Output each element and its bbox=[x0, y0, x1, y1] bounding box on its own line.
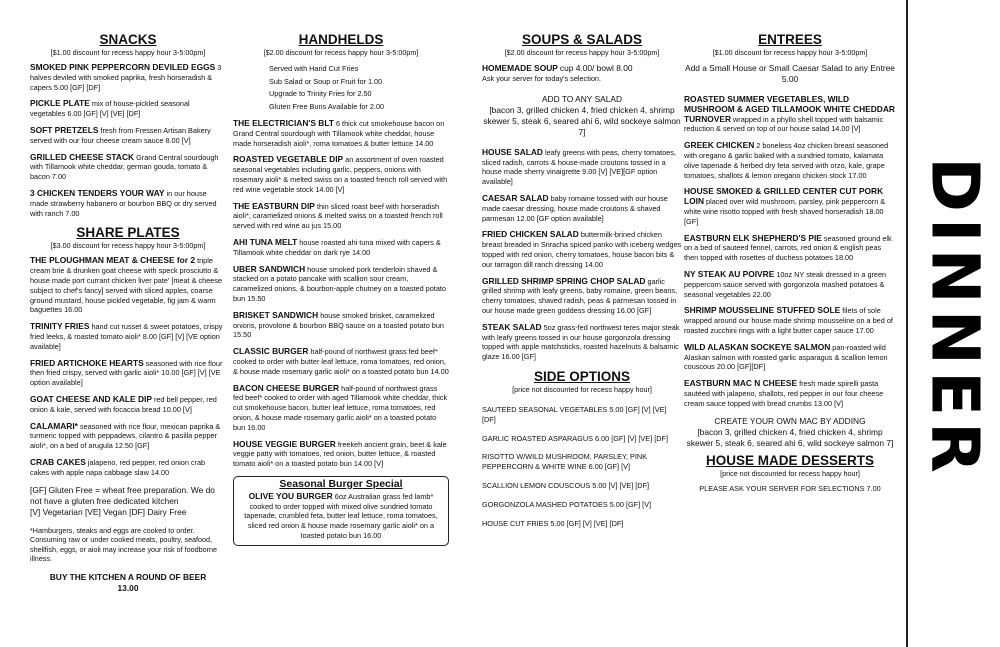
option-line: Sub Salad or Soup or Fruit for 1.00 bbox=[269, 76, 383, 86]
menu-item bbox=[482, 277, 682, 316]
menu-item bbox=[684, 270, 896, 299]
item-name: SMOKED PINK PEPPERCORN DEVILED EGGS bbox=[30, 62, 216, 72]
desserts-title: HOUSE MADE DESSERTS bbox=[705, 452, 875, 468]
item-name: BACON CHEESE BURGER bbox=[233, 382, 340, 393]
dinner-banner-text: DINNER bbox=[916, 157, 994, 479]
soup-item bbox=[482, 63, 682, 84]
menu-item bbox=[233, 238, 449, 258]
item-desc: seasoned with rice flour, mexican paprika & turmeric topped with peppadews, cilantro & pasilla pepper aioli*, on a bed of arugula 12.50 [GF] bbox=[30, 421, 221, 451]
menu-item bbox=[684, 234, 896, 263]
menu-item bbox=[30, 126, 226, 146]
column-handhelds bbox=[233, 28, 449, 546]
item-name: CALAMARI* bbox=[30, 420, 78, 431]
item-desc: house smoked pork tenderloin shaved & stacked on a potato pancake with scallion sour cream, caramelized onions, & bourbon-apple chutney on a toasted potato bun 15.50 bbox=[233, 264, 446, 303]
menu-item bbox=[684, 141, 896, 180]
kitchen-beer-label: BUY THE KITCHEN A ROUND OF BEER bbox=[49, 571, 207, 582]
special-title: Seasonal Burger Special bbox=[279, 477, 403, 490]
entrees-title: ENTREES bbox=[758, 32, 822, 47]
menu-item bbox=[482, 230, 682, 269]
menu-item bbox=[30, 153, 226, 182]
item-desc: 10oz NY steak dressed in a green peppercorn sauce served with gorgonzola mashed potatoes & seasonal vegetables 22.00 bbox=[684, 269, 887, 299]
menu-item bbox=[233, 440, 449, 469]
side-item: SAUTEED SEASONAL VEGETABLES 5.00 [GF] [V] [VE] [DF] bbox=[482, 404, 667, 424]
mac-desc: [bacon 3, grilled chicken 4, fried chicken 4, shrimp skewer 5, steak 6, seared ahi 6, wild sockeye salmon 7] bbox=[686, 426, 894, 448]
diet-legend: [V] Vegetarian [VE] Vegan [DF] Dairy Free bbox=[30, 506, 187, 517]
menu-item bbox=[233, 265, 449, 304]
item-name: UBER SANDWICH bbox=[233, 263, 306, 274]
snacks-list bbox=[30, 63, 226, 218]
column-entrees bbox=[684, 28, 896, 493]
item-name: GRILLED SHRIMP SPRING CHOP SALAD bbox=[482, 275, 646, 286]
item-name: THE PLOUGHMAN MEAT & CHEESE for 2 bbox=[30, 255, 196, 266]
handhelds-options bbox=[233, 63, 449, 113]
menu-item bbox=[233, 155, 449, 194]
item-name: ROASTED VEGETABLE DIP bbox=[233, 154, 344, 165]
item-desc: 6 thick cut smokehouse bacon on Grand Central sourdough with Tillamook white cheddar, house made horseradish aioli*, roma tomatoes & butter lettuce 14.00 bbox=[233, 119, 445, 148]
menu-item bbox=[684, 343, 896, 372]
salads-list bbox=[482, 148, 682, 362]
item-desc: baby romaine tossed with our house made caesar dressing, house made croutons & shaved parmesan 12.00 [GF option available] bbox=[482, 193, 668, 223]
side-item: GARLIC ROASTED ASPARAGUS 6.00 [GF] [V] [VE] [DF] bbox=[482, 433, 668, 443]
item-name: SHRIMP MOUSSELINE STUFFED SOLE bbox=[684, 305, 841, 316]
item-name: HOUSE VEGGIE BURGER bbox=[233, 438, 336, 449]
handhelds-title: HANDHELDS bbox=[298, 32, 384, 47]
item-desc: buttermilk-brined chicken breast breaded in Sriracha spiced panko with iceberg wedges topped with red onion, cherry tomatoes, house bacon bits & our tarragon dill ranch dressing 14.00 bbox=[482, 230, 682, 269]
menu-item bbox=[684, 95, 896, 134]
menu-item bbox=[233, 311, 449, 340]
item-name: STEAK SALAD bbox=[482, 321, 542, 332]
side-item: RISOTTO W/WILD MUSHROOM, PARSLEY, PINK PEPPERCORN & WHITE WINE 6.00 [GF] [V] bbox=[482, 452, 648, 472]
item-name: FRIED ARTICHOKE HEARTS bbox=[30, 357, 144, 368]
item-desc: hand cut russet & sweet potatoes, crispy fried leeks, & roasted tomato aioli* 8.00 [GF] [V] [VE option available] bbox=[30, 322, 223, 351]
soups-title: SOUPS & SALADS bbox=[521, 32, 643, 47]
menu-item bbox=[30, 395, 226, 415]
item-desc: 2 boneless 4oz chicken breast seasoned with oregano & garlic baked with a sundried tomato, kalamata olive tapenade & herbed dry feta served with orzo, kale, grape tomatoes, shallots & lemon oregano chicken stock 17.00 bbox=[684, 141, 889, 180]
item-desc: fresh from Fressen Artisan Bakery served with our four cheese cream sauce 8.00 [V] bbox=[30, 125, 211, 145]
item-name: 3 CHICKEN TENDERS YOUR WAY bbox=[30, 187, 165, 198]
item-name: GREEK CHICKEN bbox=[684, 140, 755, 151]
food-warning: *Hamburgers, steaks and eggs are cooked to order. Consuming raw or under cooked meats, poultry, seafood, shellfish, eggs, or aioli may increase your risk of foodborne illness. bbox=[30, 525, 217, 563]
gluten-legend: [GF] Gluten Free = wheat free preparation. We do not have a gluten free dedicated kitchen bbox=[30, 484, 215, 506]
menu-item bbox=[684, 306, 896, 335]
item-name: EASTBURN MAC N CHEESE bbox=[684, 378, 798, 389]
item-name: EASTBURN ELK SHEPHERD'S PIE bbox=[684, 232, 822, 243]
entrees-note: [$1.00 discount for recess happy hour 3-5:00pm] bbox=[712, 48, 868, 57]
item-name: TRINITY FRIES bbox=[30, 321, 90, 332]
item-desc: in our house made strawberry habanero or bourbon BBQ or dry served with ranch 7.00 bbox=[30, 188, 217, 218]
sides-note: [price not discounted for recess happy hour] bbox=[512, 384, 652, 394]
item-name: HOUSE SMOKED & GRILLED CENTER CUT PORK LOIN bbox=[684, 186, 884, 207]
menu-item bbox=[684, 187, 896, 226]
handhelds-list bbox=[233, 119, 449, 469]
menu-item bbox=[233, 384, 449, 433]
item-name: AHI TUNA MELT bbox=[233, 236, 298, 247]
item-desc: 3 halves deviled with smoked paprika, fresh horseradish & capers 5.00 [GF] [DF] bbox=[30, 63, 222, 92]
item-desc: leafy greens with peas, cherry tomatoes, sliced radish, carrots & house-made croutons tossed in a house made sherry vinaigrette 9.00 [V] [VE][GF option available] bbox=[482, 147, 677, 187]
item-desc: freekeh ancient grain, beet & kale veggie patty with tomatoes, red onion, butter lettuce, & roasted tomato aioli* on a toasted potato bun 14.00 [V] bbox=[233, 439, 447, 469]
item-desc: seasoned with rice flour then fried crispy, served with garlic aioli* 10.00 [GF] [V] [VE option available] bbox=[30, 358, 223, 388]
option-line: Served with Hand Cut Fries bbox=[269, 64, 359, 73]
dinner-banner bbox=[906, 0, 1000, 647]
item-desc: placed over wild mushroom, parsley, pink peppercorn & white wine risotto topped with fresh shaved horseradish 18.00 [GF] bbox=[684, 197, 886, 226]
menu-item bbox=[233, 202, 449, 231]
add-salad-desc: [bacon 3, grilled chicken 4, fried chicken 4, shrimp skewer 5, steak 6, seared ahi 6, wild sockeye salmon 7] bbox=[483, 104, 681, 137]
side-item: SCALLION LEMON COUSCOUS 5.00 [V] [VE] [DF] bbox=[482, 480, 650, 490]
item-desc: red bell pepper, red onion & kale, served with focaccia bread 10.00 [V] bbox=[30, 394, 217, 414]
side-item: GORGONZOLA MASHED POTATOES 5.00 [GF] [V] bbox=[482, 499, 652, 509]
item-name: ROASTED SUMMER VEGETABLES, WILD MUSHROOM & AGED TILLAMOOK WHITE CHEDDAR TURNOVER bbox=[684, 94, 895, 124]
special-name: OLIVE YOU BURGER bbox=[248, 490, 333, 501]
desserts-note: [price not discounted for recess happy hour] bbox=[720, 468, 860, 478]
soup-desc: Ask your server for today's selection. bbox=[482, 74, 602, 83]
soup-name: HOMEMADE SOUP bbox=[482, 63, 558, 73]
entrees-list bbox=[684, 95, 896, 409]
menu-item bbox=[233, 119, 449, 148]
item-desc: triple cream brie & drunken goat cheese with speck prosciutto & house made port currant chicken liver pate' [meat & cheese subject to chef's fancy] served with sliced apples, coarse ground mustard, house pickled vegetable, fig jam & warm baguettes 16.00 bbox=[30, 256, 223, 315]
item-name: THE ELECTRICIAN'S BLT bbox=[233, 118, 334, 128]
item-name: CRAB CAKES bbox=[30, 456, 86, 467]
menu-item bbox=[30, 458, 226, 478]
menu-item bbox=[482, 194, 682, 223]
item-desc: house roasted ahi tuna mixed with capers & Tillamook white cheddar on dark rye 14.00 bbox=[233, 237, 441, 257]
snacks-title: SNACKS bbox=[99, 32, 157, 47]
item-desc: mix of house-pickled seasonal vegetables 6.00 [GF] [V] [VE] [DF] bbox=[30, 99, 190, 119]
menu-item bbox=[30, 99, 226, 119]
option-line: Upgrade to Trinity Fries for 2.50 bbox=[269, 89, 372, 98]
entree-addon: Add a Small House or Small Caesar Salad to any Entree 5.00 bbox=[685, 63, 895, 84]
option-line: Gluten Free Buns Available for 2.00 bbox=[269, 101, 385, 111]
add-salad-title: ADD TO ANY SALAD bbox=[541, 93, 623, 104]
item-desc: pan-roasted wild Alaskan salmon with roasted garlic asparagus & scallion lemon couscous 20.00 [GF][DF] bbox=[684, 342, 888, 372]
snacks-note: [$1.00 discount for recess happy hour 3-5:00pm] bbox=[50, 48, 206, 57]
menu-item bbox=[684, 379, 896, 408]
item-desc: fresh made spirelli pasta sautéed with jalapeno, shallots, red pepper in our four cheese cream sauce topped with bread crumbs 13.00 [V] bbox=[684, 379, 884, 408]
item-name: SOFT PRETZELS bbox=[30, 124, 99, 135]
item-name: CLASSIC BURGER bbox=[233, 346, 309, 357]
menu-item bbox=[30, 422, 226, 451]
item-name: BRISKET SANDWICH bbox=[233, 309, 319, 320]
side-item: HOUSE CUT FRIES 5.00 [GF] [V] [VE] [DF] bbox=[482, 518, 624, 528]
menu-item bbox=[30, 189, 226, 218]
item-name: CAESAR SALAD bbox=[482, 192, 549, 203]
sides-title: SIDE OPTIONS bbox=[533, 368, 631, 384]
handhelds-note: [$2.00 discount for recess happy hour 3-5:00pm] bbox=[263, 48, 419, 57]
menu-item bbox=[30, 359, 226, 388]
menu-item bbox=[30, 256, 226, 315]
item-name: THE EASTBURN DIP bbox=[233, 200, 315, 211]
item-name: GRILLED CHEESE STACK bbox=[30, 151, 135, 162]
item-name: GOAT CHEESE AND KALE DIP bbox=[30, 393, 152, 404]
desserts-text: PLEASE ASK YOUR SERVER FOR SELECTIONS 7.00 bbox=[699, 483, 881, 493]
seasonal-burger-box bbox=[233, 476, 449, 546]
share-list bbox=[30, 256, 226, 477]
item-name: WILD ALASKAN SOCKEYE SALMON bbox=[684, 341, 831, 352]
item-desc: half-pound of northwest grass fed beef* cooked to order with aged Tillamook white cheddar, thick cut smokehouse bacon, butter leaf lettuce, roma tomatoes, red onion, & house made rosemary garlic aioli* on a toasted potato bun 16.00 bbox=[233, 383, 448, 432]
share-note: [$3.00 discount for recess happy hour 3-5:00pm] bbox=[50, 241, 206, 251]
item-desc: 5oz grass-fed northwest teres major steak with leafy greens tossed in our house gorgonzola dressing topped with apple matchsticks, roasted hazelnuts & balsamic glaze 16.00 [GF] bbox=[482, 322, 680, 362]
mac-title: CREATE YOUR OWN MAC BY ADDING bbox=[714, 415, 866, 426]
menu-item bbox=[233, 347, 449, 376]
item-desc: house smoked brisket, caramelized onions, provolone & bourbon BBQ sauce on a toasted potato bun 15.50 bbox=[233, 310, 444, 340]
menu-item bbox=[482, 323, 682, 362]
sides-list bbox=[482, 405, 682, 528]
column-soups-sides bbox=[482, 28, 682, 537]
item-name: NY STEAK AU POIVRE bbox=[684, 268, 775, 279]
soup-price: cup 4.00/ bowl 8.00 bbox=[559, 63, 633, 73]
item-name: FRIED CHICKEN SALAD bbox=[482, 229, 579, 240]
item-desc: an assortment of oven roasted seasonal vegetables including garlic, peppers, onions with rosemary aioli* & melted swiss on a toasted french roll served with red wine vegetable stock 14.00 [V] bbox=[233, 155, 448, 194]
soups-note: [$2.00 discount for recess happy hour 3-5:00pm] bbox=[504, 48, 660, 57]
item-desc: filets of sole wrapped around our house made shrimp mousseline on a bed of roasted zucchini rings with a light butter caper sauce 17.00 bbox=[684, 306, 893, 335]
item-desc: jalapeno, red pepper, red onion crab cakes with apple napa cabbage slaw 14.00 bbox=[30, 457, 206, 477]
item-desc: Grand Central sourdough with Tillamook white cheddar, german gouda, tomato & bacon 7.00 bbox=[30, 152, 219, 182]
menu-item bbox=[30, 322, 226, 351]
menu-item bbox=[30, 63, 226, 92]
column-snacks-share bbox=[30, 28, 226, 594]
item-desc: wrapped in a phyllo shell topped with balsamic reduction & served on top of our house salad 14.00 [V] bbox=[684, 114, 884, 134]
special-desc: 6oz Australian grass fed lamb* cooked to order topped with mixed olive sundried tomato tapenade, crumbled feta, butter leaf lettuce, roma tomatoes, sliced red onion & house made rosemary garlic aioli* on a toasted potato bun 16.00 bbox=[244, 491, 438, 540]
menu-item bbox=[482, 148, 682, 187]
share-title: SHARE PLATES bbox=[76, 225, 180, 241]
item-desc: garlic grilled shrimp with leafy greens, baby romaine, green beans, cherry tomatoes, shaved radish, peas & parmesan tossed in our house made green goddess dressing 16.00 [GF] bbox=[482, 276, 678, 315]
item-desc: half-pound of northwest grass fed beef* cooked to order with butter leaf lettuce, roma tomatoes, red onion, & house made rosemary garlic aioli* on a toasted potato bun 14.00 bbox=[233, 347, 449, 376]
item-name: PICKLE PLATE bbox=[30, 98, 90, 109]
item-name: HOUSE SALAD bbox=[482, 146, 543, 157]
item-desc: thin sliced roast beef with horseradish aioli*, caramelized onions & melted swiss on a toasted french roll served with red wine au jus 15.00 bbox=[233, 201, 443, 231]
kitchen-beer-price: 13.00 bbox=[117, 582, 139, 593]
item-desc: seasoned ground elk on a bed of sauteed fennel, carrots, red onion & english peas then topped with rosettes of duchess potatoes 18.00 bbox=[684, 233, 892, 263]
